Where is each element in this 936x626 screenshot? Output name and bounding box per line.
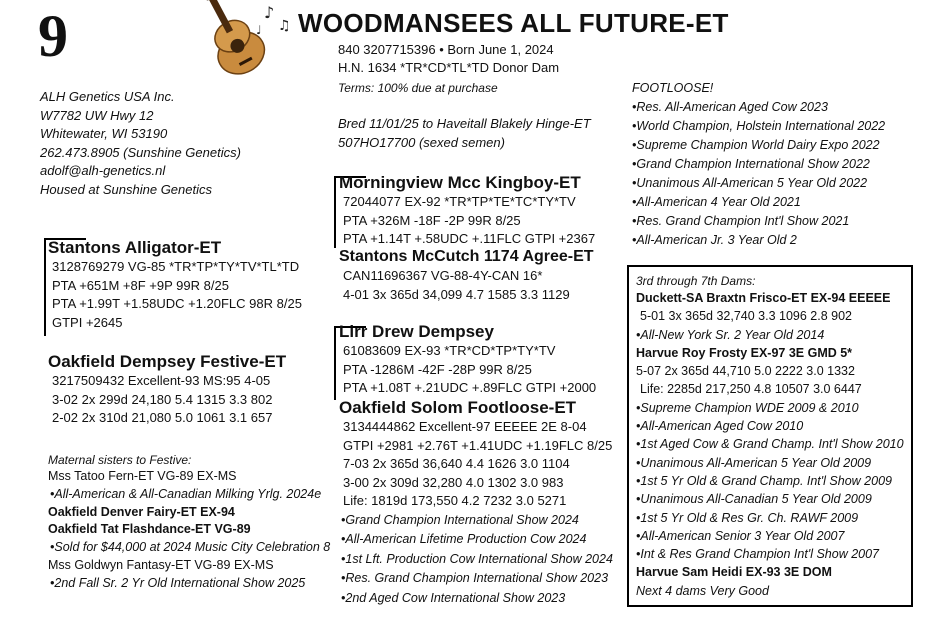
dam-dam-award: •Res. Grand Champion International Show 2023 xyxy=(341,571,609,586)
sire-line: 3128769279 VG-85 *TR*TP*TY*TV*TL*TD xyxy=(52,259,300,274)
dam-dam-line: 3134444862 Excellent-97 EEEEE 2E 8-04 xyxy=(343,419,587,434)
dam-dam-block xyxy=(339,398,613,608)
sire-sire-block xyxy=(339,173,595,249)
consignor-line: 262.473.8905 (Sunshine Genetics) xyxy=(40,144,241,160)
ancestor-record: 5-07 2x 365d 44,710 5.0 2222 3.0 1332 xyxy=(636,364,855,379)
consignor-line: adolf@alh-genetics.nl xyxy=(40,163,166,179)
lot-number: 9 xyxy=(38,3,68,69)
ancestor-name: Harvue Roy Frosty EX-97 3E GMD 5* xyxy=(636,345,853,360)
svg-text:♩: ♩ xyxy=(256,23,262,37)
dam-sire-line: PTA -1286M -42F -28P 99R 8/25 xyxy=(343,361,532,377)
dam-dam-name: Oakfield Solom Footloose-ET xyxy=(339,398,577,417)
dam-sire-line: 61083609 EX-93 *TR*CD*TP*TY*TV xyxy=(343,343,556,358)
ancestor-record: 5-01 3x 365d 32,740 3.3 1096 2.8 902 xyxy=(640,309,852,324)
ancestor-award: •Unanimous All-American 5 Year Old 2009 xyxy=(636,455,872,470)
dam-line: 2-02 2x 310d 21,080 5.0 1061 3.1 657 xyxy=(52,410,273,426)
bred-line: 507HO17700 (sexed semen) xyxy=(338,134,505,150)
sire-line: GTPI +2645 xyxy=(52,314,123,330)
dams-box xyxy=(627,265,913,607)
sire-sire-line: 72044077 EX-92 *TR*TP*TE*TC*TY*TV xyxy=(343,194,576,209)
sire-sire-line: PTA +326M -18F -2P 99R 8/25 xyxy=(343,212,521,228)
sire-line: PTA +1.99T +1.58UDC +1.20FLC 98R 8/25 xyxy=(52,296,302,312)
dam-sire-line: PTA +1.08T +.21UDC +.89FLC GTPI +2000 xyxy=(343,380,597,396)
sire-sire-line: PTA +1.14T +.58UDC +.11FLC GTPI +2367 xyxy=(343,231,596,247)
footloose-block xyxy=(632,79,885,250)
footloose-award: •Unanimous All-American 5 Year Old 2022 xyxy=(632,176,868,190)
dam-dam-award: •Grand Champion International Show 2024 xyxy=(341,512,579,527)
animal-title: WOODMANSEES ALL FUTURE-ET xyxy=(298,8,729,38)
registration-line: 840 3207715396 • Born June 1, 2024 xyxy=(338,42,554,57)
sire-sire-name: Morningview Mcc Kingboy-ET xyxy=(339,173,581,192)
sister-name: Oakfield Tat Flashdance-ET VG-89 xyxy=(48,522,251,537)
sister-note: •Sold for $44,000 at 2024 Music City Celebration 8 xyxy=(50,540,331,555)
sister-name: Mss Tatoo Fern-ET VG-89 EX-MS xyxy=(48,469,237,483)
dam-dam-line: 7-03 2x 365d 36,640 4.4 1626 3.0 1104 xyxy=(343,456,570,472)
sire-dam-line: CAN11696367 VG-88-4Y-CAN 16* xyxy=(343,268,543,283)
sire-block xyxy=(48,238,302,332)
sister-name: Mss Goldwyn Fantasy-ET VG-89 EX-MS xyxy=(48,557,274,572)
dam-dam-line: Life: 1819d 173,550 4.2 7232 3.0 5271 xyxy=(343,493,567,509)
dam-dam-award: •1st Lft. Production Cow International Show 2024 xyxy=(341,551,613,566)
footloose-award: •Supreme Champion World Dairy Expo 2022 xyxy=(632,138,880,152)
guitar-music-illustration xyxy=(180,0,300,78)
consignor-line: W7782 UW Hwy 12 xyxy=(40,107,154,123)
consignor-block xyxy=(40,88,241,200)
footloose-award: •World Champion, Holstein International 2022 xyxy=(632,119,886,133)
sire-line: PTA +651M +8F +9P 99R 8/25 xyxy=(52,277,229,293)
ancestor-award: •1st 5 Yr Old & Res Gr. Ch. RAWF 2009 xyxy=(636,510,859,525)
consignor-line: Whitewater, WI 53190 xyxy=(40,126,168,142)
ancestor-award: •All-New York Sr. 2 Year Old 2014 xyxy=(636,327,825,342)
ancestor-award: •All-American Senior 3 Year Old 2007 xyxy=(636,528,845,543)
consignor-line: ALH Genetics USA Inc. xyxy=(40,89,175,104)
dam-name: Oakfield Dempsey Festive-ET xyxy=(48,352,287,371)
ancestor-name: Duckett-SA Braxtn Frisco-ET EX-94 EEEEE xyxy=(636,291,891,305)
dam-dam-line: 3-00 2x 309d 32,280 4.0 1302 3.0 983 xyxy=(343,474,564,490)
footloose-award: •All-American Jr. 3 Year Old 2 xyxy=(632,233,797,247)
bred-info xyxy=(338,115,591,152)
consignor-line: Housed at Sunshine Genetics xyxy=(40,181,212,197)
dam-dam-award: •All-American Lifetime Production Cow 2024 xyxy=(341,532,587,547)
dam-dam-line: GTPI +2981 +2.76T +1.41UDC +1.19FLC 8/25 xyxy=(343,437,613,453)
dam-line: 3-02 2x 299d 24,180 5.4 1315 3.3 802 xyxy=(52,391,273,407)
svg-text:♪: ♪ xyxy=(264,3,275,22)
ancestor-award: •1st 5 Yr Old & Grand Champ. Int'l Show 2009 xyxy=(636,473,892,488)
sire-name: Stantons Alligator-ET xyxy=(48,238,222,257)
sisters-heading: Maternal sisters to Festive: xyxy=(48,453,192,467)
footloose-award: •Res. All-American Aged Cow 2023 xyxy=(632,100,828,114)
sire-dam-line: 4-01 3x 365d 34,099 4.7 1585 3.3 1129 xyxy=(343,286,570,302)
dam-dam-award: •2nd Aged Cow International Show 2023 xyxy=(341,590,566,605)
sister-note: •2nd Fall Sr. 2 Yr Old International Show 2025 xyxy=(50,575,306,590)
dams-box-heading: 3rd through 7th Dams: xyxy=(636,274,756,288)
svg-text:♫: ♫ xyxy=(278,18,291,34)
ancestor-award: •Int & Res Grand Champion Int'l Show 2007 xyxy=(636,547,880,562)
dam-line: 3217509432 Excellent-93 MS:95 4-05 xyxy=(52,373,271,388)
footloose-award: •Res. Grand Champion Int'l Show 2021 xyxy=(632,214,850,228)
sister-note: •All-American & All-Canadian Milking Yrlg. 2024e xyxy=(50,486,322,501)
footloose-heading: FOOTLOOSE! xyxy=(632,81,714,95)
ancestor-note: Next 4 dams Very Good xyxy=(636,583,769,598)
ancestor-award: •Supreme Champion WDE 2009 & 2010 xyxy=(636,400,859,415)
footloose-award: •All-American 4 Year Old 2021 xyxy=(632,195,801,209)
ancestor-award: •1st Aged Cow & Grand Champ. Int'l Show 2010 xyxy=(636,437,904,452)
hn-line: H.N. 1634 *TR*CD*TL*TD Donor Dam xyxy=(338,60,560,75)
dam-sire-name: Lirr Drew Dempsey xyxy=(339,322,494,341)
sire-dam-block xyxy=(339,247,594,304)
dam-sire-block xyxy=(339,322,596,398)
sister-name: Oakfield Denver Fairy-ET EX-94 xyxy=(48,504,235,519)
dams-box-content xyxy=(636,273,904,600)
ancestor-award: •All-American Aged Cow 2010 xyxy=(636,419,804,434)
ancestor-record: Life: 2285d 217,250 4.8 10507 3.0 6447 xyxy=(640,382,862,397)
sire-dam-name: Stantons McCutch 1174 Agree-ET xyxy=(339,248,594,265)
footloose-award: •Grand Champion International Show 2022 xyxy=(632,157,870,171)
ancestor-name: Harvue Sam Heidi EX-93 3E DOM xyxy=(636,565,832,580)
dam-block xyxy=(48,352,286,428)
terms-line: Terms: 100% due at purchase xyxy=(338,81,498,95)
bred-line: Bred 11/01/25 to Haveitall Blakely Hinge-ET xyxy=(338,116,591,131)
maternal-sisters-block xyxy=(48,452,330,593)
ancestor-award: •Unanimous All-Canadian 5 Year Old 2009 xyxy=(636,492,872,507)
